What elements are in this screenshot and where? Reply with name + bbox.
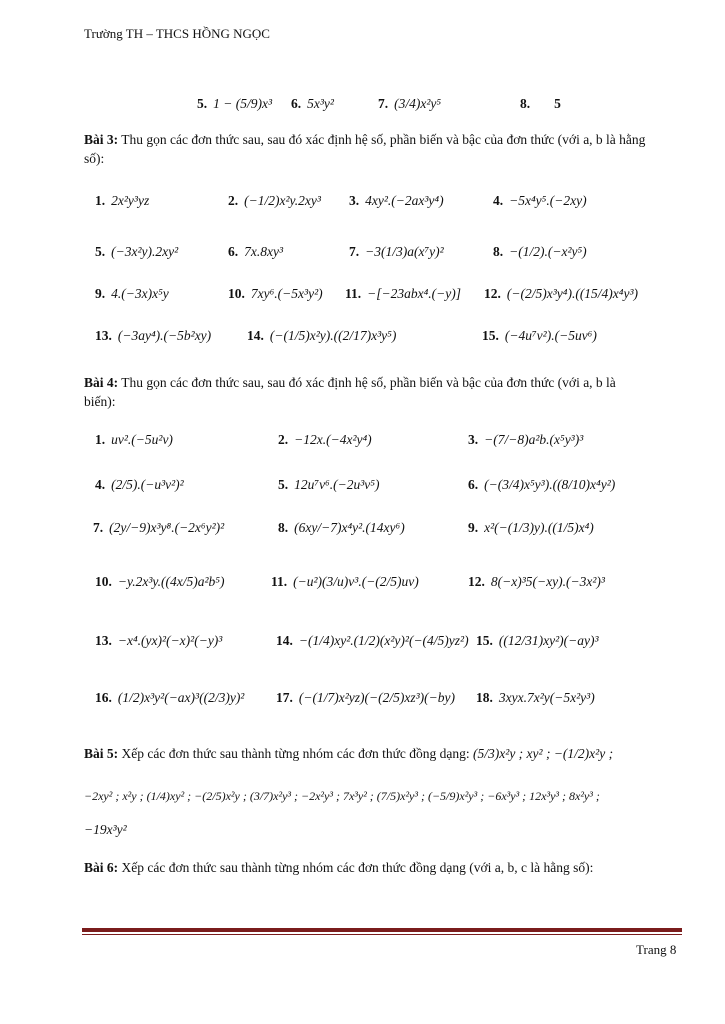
bai4-item-7: 7. (2y/−9)x³y⁸.(−2x⁶y²)² [93, 520, 225, 535]
bai4-item-18: 18. 3xyx.7x²y(−5x²y³) [476, 690, 595, 705]
bai3-item-14: 14. (−(1/5)x²y).((2/17)x³y⁵) [247, 328, 397, 343]
bai4-item-10: 10. −y.2x³y.((4x/5)a²b⁵) [95, 574, 225, 589]
bai3-item-13: 13. (−3ay⁴).(−5b²xy) [95, 328, 212, 343]
bai3-item-6: 6. 7x.8xy³ [228, 244, 284, 259]
bai4-item-2: 2. −12x.(−4x²y⁴) [278, 432, 372, 447]
bai4-item-5: 5. 12u⁷v⁶.(−2u³v⁵) [278, 477, 380, 492]
bai3-item-12: 12. (−(2/5)x³y⁴).((15/4)x⁴y³) [484, 286, 639, 301]
bai4-item-11: 11. (−u²)(3/u)v³.(−(2/5)uv) [271, 574, 419, 589]
bai3-instruction: Bài 3: Thu gọn các đơn thức sau, sau đó xác định hệ số, phần biến và bậc của đơn thức (với a, b là hằng số): [84, 132, 646, 166]
bai4-item-14: 14. −(1/4)xy².(1/2)(x²y)²(−(4/5)yz²) [276, 633, 469, 648]
bai4-item-4: 4. (2/5).(−u³v²)² [95, 477, 184, 492]
bai3-item-11: 11. −[−23abx⁴.(−y)] [345, 286, 462, 301]
bai3-item-3: 3. 4xy².(−2ax³y⁴) [349, 193, 444, 208]
top-item-8: 8. 5 [520, 96, 561, 111]
top-item-7: 7. (3/4)x²y⁵ [378, 96, 442, 111]
bai3-item-15: 15. (−4u⁷v²).(−5uv⁶) [482, 328, 597, 343]
bai5-line-1: Bài 5: Xếp các đơn thức sau thành từng nhóm các đơn thức đồng dạng: (5/3)x²y ; xy² ; −(1/2)x²y ; [84, 746, 614, 761]
bai5-line-3: −19x³y² [84, 822, 127, 837]
bai4-item-13: 13. −x⁴.(yx)²(−x)²(−y)³ [95, 633, 223, 648]
bai5-line-2: −2xy² ; x²y ; (1/4)xy² ; −(2/5)x²y ; (3/7)x²y³ ; −2x²y³ ; 7x³y² ; (7/5)x²y³ ; (−5/9)x²y³ ; −6x³y³ ; 12x³y³ ; 8x²y³ ; [84, 789, 600, 803]
bai4-item-17: 17. (−(1/7)x²yz)(−(2/5)xz³)(−by) [276, 690, 455, 705]
bai4-item-6: 6. (−(3/4)x⁵y³).((8/10)x⁴y²) [468, 477, 616, 492]
bai3-item-7: 7. −3(1/3)a(x⁷y)² [349, 244, 444, 259]
page-header: Trường TH – THCS HỒNG NGỌC [84, 26, 270, 41]
footer-rule [82, 928, 682, 932]
bai3-item-9: 9. 4.(−3x)x⁵y [95, 286, 169, 301]
page-number: Trang 8 [636, 942, 677, 957]
bai4-instruction: Bài 4: Thu gọn các đơn thức sau, sau đó xác định hệ số, phần biến và bậc của đơn thức (với a, b là biến): [84, 375, 616, 409]
bai3-item-4: 4. −5x⁴y⁵.(−2xy) [493, 193, 587, 208]
bai6-instruction: Bài 6: Xếp các đơn thức sau thành từng nhóm các đơn thức đồng dạng (với a, b, c là hằng số): [84, 860, 594, 875]
bai4-item-3: 3. −(7/−8)a²b.(x⁵y³)³ [468, 432, 584, 447]
bai3-item-10: 10. 7xy⁶.(−5x³y²) [228, 286, 323, 301]
bai3-item-2: 2. (−1/2)x²y.2xy³ [228, 193, 321, 208]
bai4-item-15: 15. ((12/31)xy²)(−ay)³ [476, 633, 599, 648]
bai4-item-8: 8. (6xy/−7)x⁴y².(14xy⁶) [278, 520, 405, 535]
bai3-item-1: 1. 2x²y³yz [95, 193, 150, 208]
bai4-item-12: 12. 8(−x)³5(−xy).(−3x²)³ [468, 574, 605, 589]
top-item-5: 5. 1 − (5/9)x³ [197, 96, 273, 111]
bai3-item-8: 8. −(1/2).(−x²y⁵) [493, 244, 587, 259]
bai4-item-1: 1. uv².(−5u²v) [95, 432, 173, 447]
bai4-item-9: 9. x²(−(1/3)y).((1/5)x⁴) [468, 520, 594, 535]
bai4-item-16: 16. (1/2)x³y²(−ax)³((2/3)y)² [95, 690, 245, 705]
footer-rule-thin [82, 934, 682, 935]
top-item-6: 6. 5x³y² [291, 96, 334, 111]
bai3-item-5: 5. (−3x²y).2xy² [95, 244, 179, 259]
